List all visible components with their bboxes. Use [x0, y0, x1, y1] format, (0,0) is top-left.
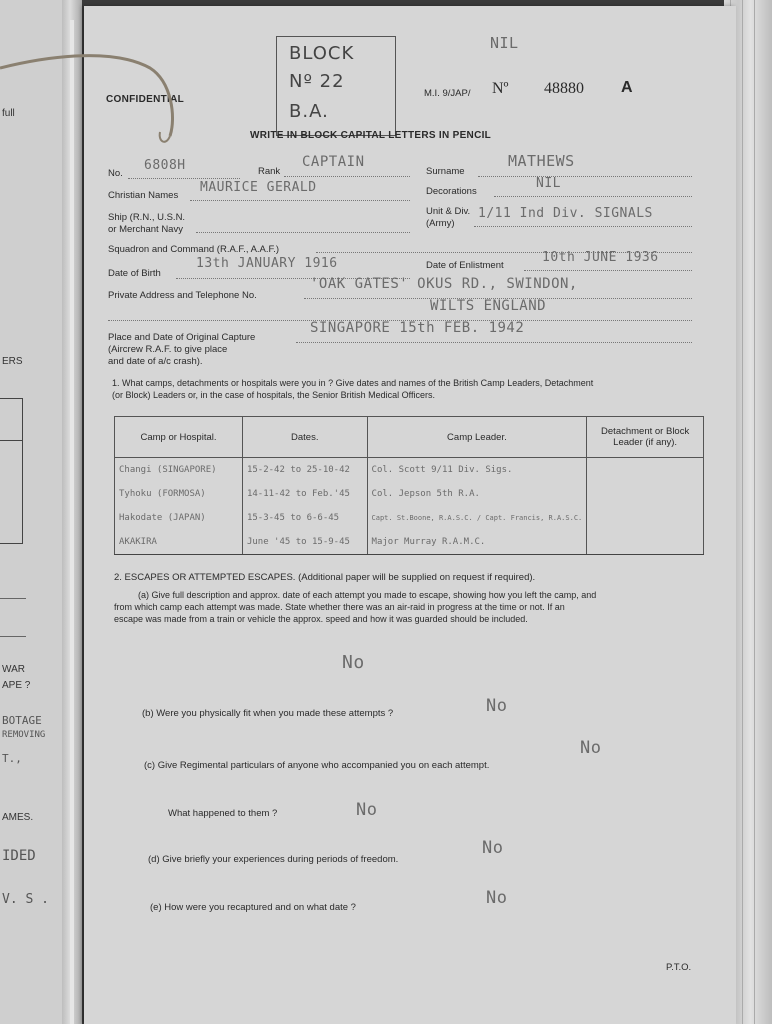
camp-cell: Changi (SINGAPORE)	[115, 458, 243, 483]
left-page-handwriting: T.,	[2, 752, 22, 765]
camp-cell: AKAKIRA	[115, 530, 243, 555]
left-page-text: WAR	[2, 664, 25, 675]
capture-value: SINGAPORE 15th FEB. 1942	[310, 320, 525, 336]
leader-cell: Col. Jepson 5th R.A.	[367, 482, 587, 506]
enlistment-value: 10th JUNE 1936	[542, 250, 659, 265]
table-row	[115, 482, 704, 506]
leader-cell: Col. Scott 9/11 Div. Sigs.	[367, 458, 587, 483]
camps-table	[114, 416, 704, 555]
section2-e-question: (e) How were you recaptured and on what date ?	[150, 902, 356, 913]
form-number: 48880	[544, 80, 584, 97]
form-suffix: A	[621, 79, 633, 96]
unit-label: (Army)	[426, 218, 455, 229]
ship-label: Ship (R.N., U.S.N.	[108, 212, 186, 223]
table-row	[115, 506, 704, 530]
section1-question: 1. What camps, detachments or hospitals were you in ? Give dates and names of the British Camp Leaders, Detachment	[112, 378, 594, 388]
left-page-handwriting: BOTAGE	[2, 714, 42, 727]
answer-c: No	[580, 738, 602, 758]
dob-value: 13th JANUARY 1916	[196, 256, 338, 271]
left-page-box-divider	[0, 440, 23, 441]
no-value: 6808H	[144, 158, 186, 173]
capture-label: and date of a/c crash).	[108, 356, 203, 367]
answer-e: No	[486, 888, 508, 908]
dates-cell: 15-3-45 to 6-6-45	[242, 506, 367, 530]
surname-label: Surname	[426, 166, 465, 177]
squadron-label: Squadron and Command (R.A.F., A.A.F.)	[108, 244, 280, 255]
leader-cell: Major Murray R.A.M.C.	[367, 530, 587, 555]
what-happened-question: What happened to them ?	[168, 808, 278, 819]
rank-label: Rank	[258, 166, 281, 177]
ship-label: or Merchant Navy	[108, 224, 183, 235]
detachment-cell	[587, 482, 704, 506]
left-page-text: AMES.	[2, 812, 34, 823]
section2-heading: 2. ESCAPES OR ATTEMPTED ESCAPES. (Additional paper will be supplied on request if required).	[114, 572, 536, 583]
nil-note: NIL	[490, 34, 519, 52]
section2-a-question: escape was made from a train or vehicle the approx. speed and how it was guarded should be included.	[114, 614, 528, 624]
unit-label: Unit & Div.	[426, 206, 471, 217]
stamp-line: BLOCK	[289, 43, 355, 64]
left-page-rule	[0, 598, 26, 599]
column-header: Camp or Hospital.	[115, 417, 243, 458]
detachment-cell	[587, 458, 704, 483]
rank-value: CAPTAIN	[302, 154, 365, 170]
form-page	[84, 6, 736, 1024]
dates-cell: 14-11-42 to Feb.'45	[242, 482, 367, 506]
address-value: WILTS ENGLAND	[430, 298, 547, 314]
stamp-line: Nº 22	[289, 71, 345, 92]
detachment-cell	[587, 506, 704, 530]
section2-b-question: (b) Were you physically fit when you made these attempts ?	[142, 708, 394, 719]
christian-names-value: MAURICE GERALD	[200, 180, 317, 195]
enlistment-label: Date of Enlistment	[426, 260, 504, 271]
left-page-box	[0, 398, 23, 544]
surname-value: MATHEWS	[508, 152, 575, 170]
left-page-text: APE ?	[2, 680, 31, 691]
table-header-row	[115, 417, 704, 458]
capture-label: (Aircrew R.A.F. to give place	[108, 344, 228, 355]
leader-cell: Capt. St.Boone, R.A.S.C. / Capt. Francis, R.A.S.C.	[367, 506, 587, 530]
christian-names-label: Christian Names	[108, 190, 179, 201]
camp-cell: Hakodate (JAPAN)	[115, 506, 243, 530]
column-header: Camp Leader.	[367, 417, 587, 458]
form-code: M.I. 9/JAP/	[424, 88, 471, 99]
table-row	[115, 458, 704, 483]
no-label: No.	[108, 168, 123, 179]
left-page-rule	[0, 636, 26, 637]
section2-d-question: (d) Give briefly your experiences during periods of freedom.	[148, 854, 399, 865]
column-header: Dates.	[242, 417, 367, 458]
dates-cell: June '45 to 15-9-45	[242, 530, 367, 555]
block-stamp	[276, 36, 396, 136]
unit-value: 1/11 Ind Div. SIGNALS	[478, 206, 653, 221]
answer-d: No	[482, 838, 504, 858]
dob-label: Date of Birth	[108, 268, 161, 279]
answer-a: No	[342, 652, 365, 673]
left-page-text: ERS	[2, 356, 23, 367]
section2-c-question: (c) Give Regimental particulars of anyone who accompanied you on each attempt.	[144, 760, 490, 771]
address-value: 'OAK GATES' OKUS RD., SWINDON,	[310, 276, 578, 292]
binding-strip	[70, 20, 74, 1024]
dates-cell: 15-2-42 to 25-10-42	[242, 458, 367, 483]
camp-cell: Tyhoku (FORMOSA)	[115, 482, 243, 506]
number-label: Nº	[492, 80, 509, 97]
decorations-value: NIL	[536, 176, 561, 191]
address-label: Private Address and Telephone No.	[108, 290, 257, 301]
confidential-label: CONFIDENTIAL	[106, 94, 185, 105]
stamp-line: B.A.	[289, 101, 329, 122]
instruction-heading: WRITE IN BLOCK CAPITAL LETTERS IN PENCIL	[250, 130, 492, 141]
answer-b: No	[486, 696, 508, 716]
table-row	[115, 530, 704, 555]
decorations-label: Decorations	[426, 186, 477, 197]
pto-label: P.T.O.	[666, 962, 692, 973]
left-page-handwriting: IDED	[2, 848, 36, 864]
section2-a-question: from which camp each attempt was made. State whether there was an air-raid in progress at the time or not. If an	[114, 602, 565, 612]
section1-question: (or Block) Leaders or, in the case of hospitals, the Senior British Medical Officers.	[112, 390, 435, 400]
column-header: Detachment or Block Leader (if any).	[587, 417, 704, 458]
capture-label: Place and Date of Original Capture	[108, 332, 256, 343]
answer-what-happened: No	[356, 800, 378, 820]
left-page-text: full	[2, 108, 15, 119]
section2-a-question: (a) Give full description and approx. date of each attempt you made to escape, showing how you left the camp, and	[138, 590, 597, 600]
left-page-handwriting: V. S .	[2, 892, 49, 907]
left-page-handwriting: REMOVING	[2, 730, 46, 740]
detachment-cell	[587, 530, 704, 555]
